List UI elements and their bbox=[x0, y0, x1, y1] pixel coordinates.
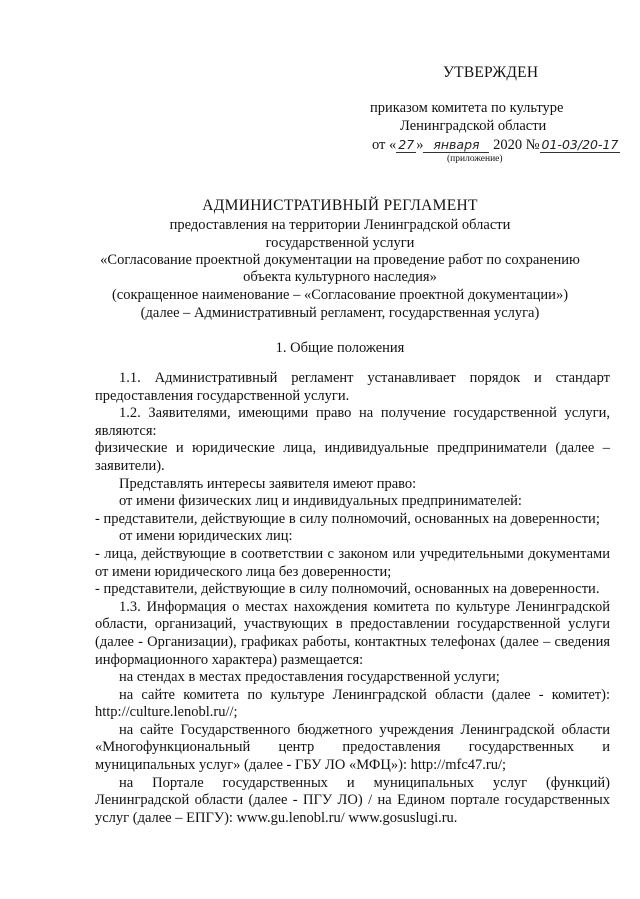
list-item-persons: - лица, действующие в соответствии с законом или учредительными документами от имени юридического лица без доверенности; bbox=[95, 545, 610, 580]
list-item-representatives-2: - представители, действующие в силу полномочий, основанных на доверенности. bbox=[95, 581, 600, 598]
paragraph-1-1: 1.1. Административный регламент устанавливает порядок и стандарт предоставления государственной услуги. bbox=[95, 370, 610, 404]
title-line-7: (далее – Административный регламент, государственная услуга) bbox=[140, 305, 540, 321]
paragraph-portals: на Портале государственных и муниципальных услуг (функций) Ленинградской области (далее - ПГУ ЛО) / на Едином портале государственных услуг (далее – ЕПГУ): www.gu.lenobl.ru/ www.gosuslugi.ru. bbox=[95, 774, 610, 826]
title-line-6: (сокращенное наименование – «Согласование проектной документации») bbox=[111, 287, 569, 303]
paragraph-representation: Представлять интересы заявителя имеют право: bbox=[119, 475, 417, 492]
approval-region-line: Ленинградской области bbox=[400, 118, 547, 134]
approval-date-line bbox=[372, 137, 620, 154]
paragraph-applicants: физические и юридические лица, индивидуальные предприниматели (далее – заявители). bbox=[95, 440, 610, 474]
paragraph-committee-site: на сайте комитета по культуре Ленинградской области (далее - комитет): http://culture.lenobl.ru//; bbox=[95, 686, 610, 721]
date-year: 2020 № bbox=[493, 137, 540, 153]
date-prefix: от « bbox=[372, 137, 397, 153]
title-line-2: предоставления на территории Ленинградской области bbox=[169, 217, 511, 233]
approval-subtitle: (приложение) bbox=[447, 154, 503, 164]
title-line-5: объекта культурного наследия» bbox=[243, 269, 437, 285]
paragraph-1-3: 1.3. Информация о местах нахождения комитета по культуре Ленинградской области, организаций, участвующих в предоставлении государственной услуги (далее - Организации), графиках работы, контактных телефонах (далее – сведения информационного характера) размещается: bbox=[95, 598, 610, 668]
section-heading: 1. Общие положения bbox=[275, 340, 405, 356]
handwritten-number: 01-03/20-17 bbox=[541, 137, 619, 152]
date-day-close: » bbox=[416, 137, 424, 153]
list-item-representatives-1: - представители, действующие в силу полномочий, основанных на доверенности; bbox=[95, 510, 600, 527]
paragraph-1-2: 1.2. Заявителями, имеющими право на получение государственной услуги, являются: bbox=[95, 405, 610, 439]
title-line-4: «Согласование проектной документации на проведение работ по сохранению bbox=[100, 252, 580, 268]
title-line-3: государственной услуги bbox=[265, 235, 415, 251]
document-body bbox=[95, 370, 610, 827]
handwritten-day: 27 bbox=[398, 137, 415, 152]
handwritten-month: января bbox=[423, 138, 489, 153]
approval-title: УТВЕРЖДЕН bbox=[443, 64, 539, 81]
approval-order-line: приказом комитета по культуре bbox=[370, 100, 564, 116]
paragraph-stands: на стендах в местах предоставления государственной услуги; bbox=[119, 669, 500, 686]
paragraph-legal-entities: от имени юридических лиц: bbox=[119, 528, 293, 545]
paragraph-mfc-site: на сайте Государственного бюджетного учреждения Ленинградской области «Многофункциональный центр предоставления государственных и муниципальных услуг» (далее - ГБУ ЛО «МФЦ»): http://mfc47.ru/; bbox=[95, 721, 610, 774]
paragraph-individuals: от имени физических лиц и индивидуальных предпринимателей: bbox=[119, 493, 522, 510]
document-title: АДМИНИСТРАТИВНЫЙ РЕГЛАМЕНТ bbox=[202, 197, 478, 214]
